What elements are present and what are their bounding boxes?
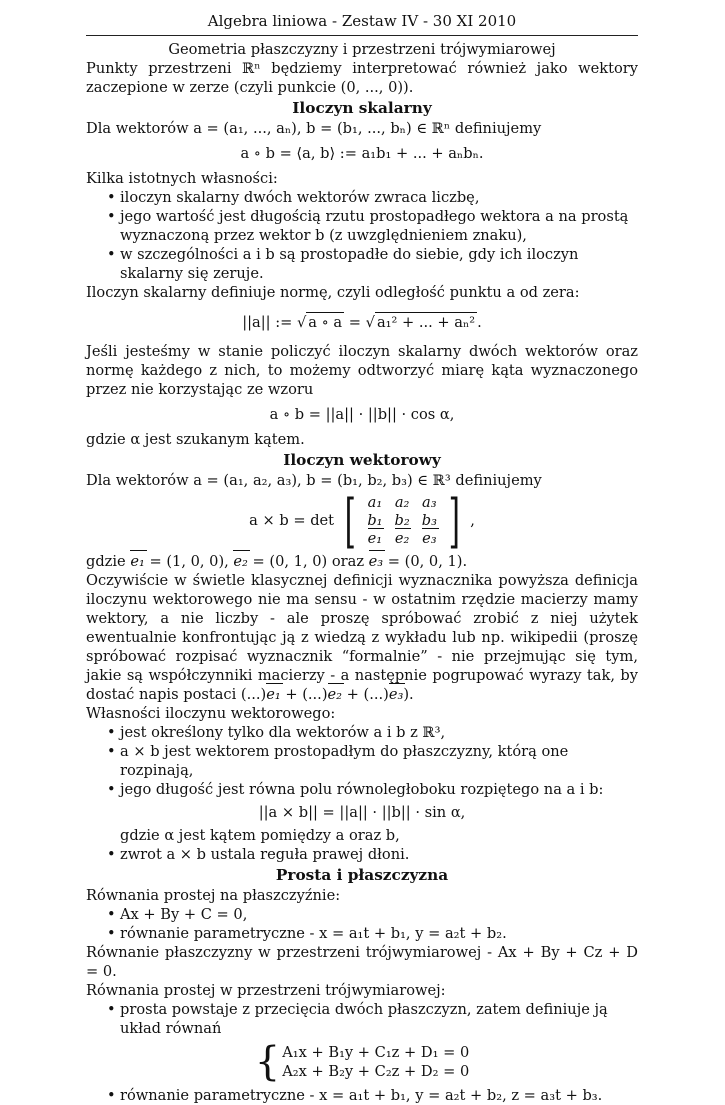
dot-product-props-list	[86, 188, 638, 283]
comment-text: Oczywiście w świetle klasycznej definicji wyznacznika powyższa definicja iloczynu wektorowego nie ma sensu - w ostatnim rzędzie macierzy mamy wektory, a nie liczby - ale proszę spróbować zrobić z niej użytek ewentualnie konfrontując ją z wiedzą z wykładu lub np. wikipedii (proszę spróbować rozpisać wyznacznik “formalnie” - nie przejmując się tym, jakie są współczynniki macierzy - a następnie pogrupować wyrazy tak, by dostać napis postaci (...)	[86, 572, 638, 703]
system-line: A₁x + B₁y + C₁z + D₁ = 0	[282, 1044, 470, 1061]
list-item: • w szczególności a i b są prostopadłe do siebie, gdy ich iloczyn skalarny się zeruje.	[120, 245, 638, 283]
line-2d-list	[86, 905, 638, 943]
list-item: • równanie parametryczne - x = a₁t + b₁, y = a₂t + b₂.	[120, 924, 638, 943]
equation-system	[86, 1039, 638, 1085]
section-heading-line-plane: Prosta i płaszczyzna	[275, 866, 449, 884]
cross-formula-lhs: a × b = det	[249, 512, 335, 529]
basis-e2-value: = (0, 1, 0) oraz	[247, 553, 369, 570]
dot-product-props-intro: Kilka istotnych własności:	[86, 170, 278, 187]
basis-e1: e₁	[130, 553, 145, 570]
comment-end: ).	[403, 686, 414, 703]
norm-lhs: ||a|| := √	[242, 314, 307, 331]
basis-prefix: gdzie	[86, 553, 131, 570]
list-item: • Ax + By + C = 0,	[120, 905, 638, 924]
cross-length-after: gdzie α jest kątem pomiędzy a oraz b,	[120, 827, 400, 844]
angle-formula: a ∘ b = ||a|| · ||b|| · cos α,	[269, 406, 455, 423]
plane-equation: Równanie płaszczyzny w przestrzeni trójwymiarowej - Ax + By + Cz + D = 0.	[86, 944, 638, 980]
list-item-text: prosta powstaje z przecięcia dwóch płaszczyzn, zatem definiuje ją układ równań	[120, 1001, 608, 1037]
basis-e1-value: = (1, 0, 0),	[144, 553, 234, 570]
list-item: • jest określony tylko dla wektorów a i b z ℝ³,	[120, 723, 638, 742]
angle-after: gdzie α jest szukanym kątem.	[86, 431, 305, 448]
section-heading-dot-product: Iloczyn skalarny	[292, 99, 432, 117]
norm-radicand-1: a ∘ a	[308, 314, 343, 331]
list-item-text: jego długość jest równa polu równoległoboku rozpiętego na a i b:	[120, 781, 604, 798]
matrix-cell: a₂	[394, 494, 410, 511]
cross-product-props-list	[86, 723, 638, 864]
list-item	[120, 780, 638, 845]
cross-formula-end: ,	[470, 512, 475, 529]
matrix-cell: b₂	[394, 512, 410, 529]
page-title: Geometria płaszczyzny i przestrzeni trójwymiarowej	[168, 41, 556, 58]
matrix-cell: b₁	[367, 512, 383, 529]
matrix-cell: e₁	[367, 530, 383, 547]
section-heading-cross-product: Iloczyn wektorowy	[283, 451, 441, 469]
norm-formula	[86, 312, 638, 332]
basis-e2: e₂	[233, 553, 248, 570]
basis-e3-value: = (0, 0, 1).	[383, 553, 468, 570]
list-item: • a × b jest wektorem prostopadłym do płaszczyzny, którą one rozpinają,	[120, 742, 638, 780]
line-2d-intro: Równania prostej na płaszczyźnie:	[86, 887, 341, 904]
basis-vectors-line	[86, 552, 638, 571]
list-item	[120, 1000, 638, 1085]
system-lines	[282, 1043, 469, 1081]
matrix-cell: a₃	[422, 494, 437, 511]
cross-product-definition: Dla wektorów a = (a₁, a₂, a₃), b = (b₁, b₂, b₃) ∈ ℝ³ definiujemy	[86, 472, 542, 489]
page	[86, 12, 638, 1105]
norm-end: .	[477, 314, 482, 331]
line-3d-intro: Równania prostej w przestrzeni trójwymiarowej:	[86, 982, 446, 999]
norm-radicand-2: a₁² + ... + aₙ²	[376, 314, 476, 331]
intro-paragraph: Punkty przestrzeni ℝⁿ będziemy interpretować również jako wektory zaczepione w zerze (czyli punkcie (0, ..., 0)).	[86, 60, 638, 96]
page-header: Algebra liniowa - Zestaw IV - 30 XI 2010	[86, 12, 638, 36]
comment-e1: e₁	[266, 686, 281, 703]
list-item: • równanie parametryczne - x = a₁t + b₁, y = a₂t + b₂, z = a₃t + b₃.	[120, 1086, 638, 1105]
cross-product-props-intro: Własności iloczynu wektorowego:	[86, 705, 336, 722]
list-item: • jego wartość jest długością rzutu prostopadłego wektora a na prostą wyznaczoną przez wektor b (z uwzględnieniem znaku),	[120, 207, 638, 245]
line-3d-list	[86, 1000, 638, 1105]
system-block	[254, 1039, 470, 1085]
comment-term-1: + (...)	[280, 686, 328, 703]
matrix-table	[361, 494, 443, 548]
angle-text: Jeśli jesteśmy w stanie policzyć iloczyn skalarny dwóch wektorów oraz normę każdego z nich, to możemy odtworzyć miarę kąta wyznaczonego przez nie korzystając ze wzoru	[86, 343, 638, 398]
norm-mid: = √	[344, 314, 375, 331]
comment-e3: e₃	[388, 686, 404, 703]
comment-term-2: + (...)	[342, 686, 389, 703]
cross-product-comment	[86, 571, 638, 704]
dot-product-formula: a ∘ b = ⟨a, b⟩ := a₁b₁ + ... + aₙbₙ.	[240, 145, 484, 162]
list-item: • iloczyn skalarny dwóch wektorów zwraca liczbę,	[120, 188, 638, 207]
cross-length-formula: ||a × b|| = ||a|| · ||b|| · sin α,	[258, 804, 466, 821]
matrix-right-bracket: ]	[448, 487, 460, 555]
matrix-cell: a₁	[367, 494, 383, 511]
matrix-cell: b₃	[421, 512, 437, 529]
cross-product-formula	[86, 487, 638, 555]
dot-product-definition: Dla wektorów a = (a₁, ..., aₙ), b = (b₁, ..., bₙ) ∈ ℝⁿ definiujemy	[86, 120, 542, 137]
basis-e3: e₃	[368, 553, 384, 570]
determinant-matrix	[339, 487, 466, 555]
system-line: A₂x + B₂y + C₂z + D₂ = 0	[282, 1063, 470, 1080]
system-brace: {	[254, 1039, 281, 1085]
matrix-cell: e₃	[422, 530, 437, 547]
matrix-cell: e₂	[394, 530, 410, 547]
matrix-left-bracket: [	[344, 487, 356, 555]
norm-text: Iloczyn skalarny definiuje normę, czyli odległość punktu a od zera:	[86, 284, 580, 301]
comment-e2: e₂	[327, 686, 343, 703]
list-item: • zwrot a × b ustala reguła prawej dłoni.	[120, 845, 638, 864]
